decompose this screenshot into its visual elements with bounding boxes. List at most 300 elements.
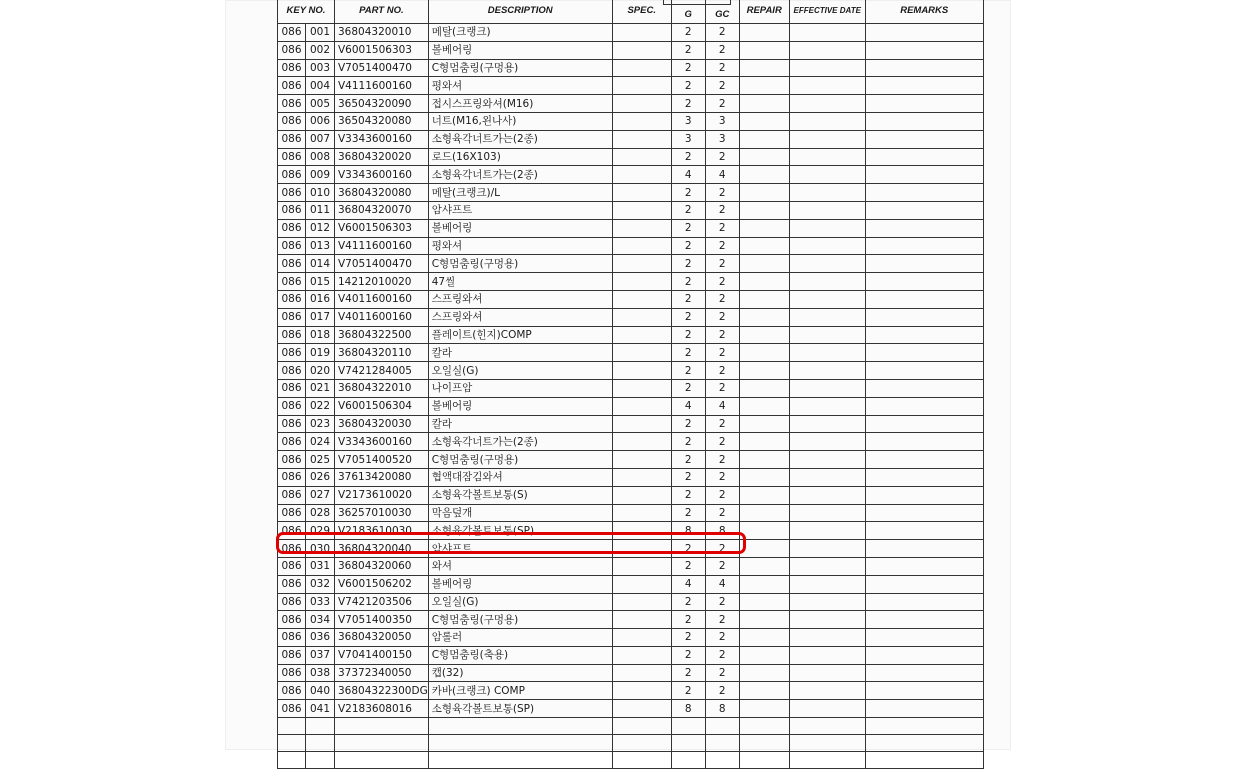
effective-date-cell (789, 24, 865, 42)
key-number-cell: 023 (306, 415, 335, 433)
table-row (278, 308, 984, 326)
description-cell: 메탈(크랭크) (428, 24, 612, 42)
key-prefix-cell: 086 (278, 593, 306, 611)
part-number-cell: 36504320090 (335, 95, 429, 113)
spec-cell (612, 682, 671, 700)
gc-qty-cell: 2 (705, 59, 739, 77)
empty-cell (789, 752, 865, 769)
g-qty-cell: 2 (671, 77, 705, 95)
remarks-cell (865, 308, 983, 326)
repair-cell (739, 433, 789, 451)
spec-cell (612, 344, 671, 362)
key-prefix-cell: 086 (278, 166, 306, 184)
repair-cell (739, 148, 789, 166)
part-number-cell: V2183610030 (335, 522, 429, 540)
key-prefix-cell: 086 (278, 504, 306, 522)
empty-cell (428, 718, 612, 735)
remarks-cell (865, 219, 983, 237)
empty-cell (335, 752, 429, 769)
description-cell: 47씰 (428, 273, 612, 291)
repair-cell (739, 682, 789, 700)
key-prefix-cell: 086 (278, 700, 306, 718)
key-prefix-cell: 086 (278, 575, 306, 593)
spec-cell (612, 468, 671, 486)
g-qty-cell: 2 (671, 540, 705, 558)
key-prefix-cell: 086 (278, 433, 306, 451)
parts-table-body (278, 24, 984, 769)
effective-date-cell (789, 504, 865, 522)
table-row (278, 468, 984, 486)
effective-date-cell (789, 700, 865, 718)
repair-cell (739, 184, 789, 202)
g-qty-cell: 2 (671, 433, 705, 451)
blank-row (278, 735, 984, 752)
description-cell: 볼베어링 (428, 397, 612, 415)
table-row (278, 24, 984, 42)
gc-qty-cell: 2 (705, 593, 739, 611)
empty-cell (865, 718, 983, 735)
spec-cell (612, 148, 671, 166)
g-qty-cell: 2 (671, 664, 705, 682)
table-row (278, 362, 984, 380)
table-row (278, 557, 984, 575)
remarks-cell (865, 59, 983, 77)
gc-qty-cell: 2 (705, 308, 739, 326)
g-qty-cell: 2 (671, 629, 705, 647)
effective-date-cell (789, 397, 865, 415)
g-qty-cell: 2 (671, 486, 705, 504)
effective-date-cell (789, 522, 865, 540)
g-qty-cell: 3 (671, 130, 705, 148)
key-number-cell: 014 (306, 255, 335, 273)
gc-qty-cell: 2 (705, 219, 739, 237)
key-prefix-cell: 086 (278, 201, 306, 219)
remarks-cell (865, 184, 983, 202)
repair-cell (739, 95, 789, 113)
spec-cell (612, 77, 671, 95)
gc-qty-cell: 2 (705, 148, 739, 166)
key-number-cell: 041 (306, 700, 335, 718)
repair-cell (739, 255, 789, 273)
table-row (278, 184, 984, 202)
description-cell: C형멈춤링(구멍용) (428, 255, 612, 273)
spec-cell (612, 255, 671, 273)
gc-qty-cell: 2 (705, 540, 739, 558)
part-number-cell: V6001506303 (335, 41, 429, 59)
empty-cell (671, 718, 705, 735)
empty-cell (278, 735, 306, 752)
key-prefix-cell: 086 (278, 237, 306, 255)
part-number-cell: V4111600160 (335, 77, 429, 95)
empty-cell (865, 752, 983, 769)
part-number-cell: V7051400470 (335, 59, 429, 77)
spec-cell (612, 112, 671, 130)
g-qty-cell: 2 (671, 41, 705, 59)
repair-cell (739, 397, 789, 415)
gc-qty-cell: 2 (705, 451, 739, 469)
key-number-cell: 012 (306, 219, 335, 237)
spec-cell (612, 433, 671, 451)
description-cell: 칼라 (428, 344, 612, 362)
repair-cell (739, 504, 789, 522)
repair-cell (739, 290, 789, 308)
spec-cell (612, 273, 671, 291)
gc-qty-cell: 8 (705, 700, 739, 718)
g-qty-cell: 2 (671, 184, 705, 202)
table-row (278, 290, 984, 308)
g-qty-cell: 4 (671, 166, 705, 184)
key-number-cell: 037 (306, 646, 335, 664)
repair-cell (739, 540, 789, 558)
effective-date-cell (789, 95, 865, 113)
g-qty-cell: 2 (671, 326, 705, 344)
description-cell: 막음덮개 (428, 504, 612, 522)
remarks-cell (865, 237, 983, 255)
header-remarks: REMARKS (865, 0, 983, 24)
key-prefix-cell: 086 (278, 522, 306, 540)
key-number-cell: 034 (306, 611, 335, 629)
description-cell: 로드(16X103) (428, 148, 612, 166)
key-number-cell: 030 (306, 540, 335, 558)
description-cell: 평와셔 (428, 237, 612, 255)
header-part-no: PART NO. (335, 0, 429, 24)
remarks-cell (865, 522, 983, 540)
remarks-cell (865, 379, 983, 397)
effective-date-cell (789, 237, 865, 255)
key-prefix-cell: 086 (278, 397, 306, 415)
spec-cell (612, 237, 671, 255)
repair-cell (739, 201, 789, 219)
empty-cell (705, 735, 739, 752)
remarks-cell (865, 397, 983, 415)
key-prefix-cell: 086 (278, 379, 306, 397)
spec-cell (612, 326, 671, 344)
g-gc-group-header (663, 0, 731, 5)
key-number-cell: 002 (306, 41, 335, 59)
part-number-cell: 36804320010 (335, 24, 429, 42)
key-number-cell: 027 (306, 486, 335, 504)
spec-cell (612, 664, 671, 682)
description-cell: 캡(32) (428, 664, 612, 682)
part-number-cell: 36804322300DG (335, 682, 429, 700)
remarks-cell (865, 468, 983, 486)
table-row (278, 575, 984, 593)
empty-cell (705, 752, 739, 769)
table-row (278, 451, 984, 469)
key-number-cell: 026 (306, 468, 335, 486)
empty-cell (612, 735, 671, 752)
spec-cell (612, 184, 671, 202)
remarks-cell (865, 344, 983, 362)
repair-cell (739, 362, 789, 380)
repair-cell (739, 415, 789, 433)
gc-qty-cell: 2 (705, 611, 739, 629)
repair-cell (739, 379, 789, 397)
effective-date-cell (789, 273, 865, 291)
g-qty-cell: 2 (671, 451, 705, 469)
repair-cell (739, 700, 789, 718)
empty-cell (306, 735, 335, 752)
description-cell: 소형육각볼트보통(SP) (428, 522, 612, 540)
part-number-cell: 37613420080 (335, 468, 429, 486)
key-prefix-cell: 086 (278, 540, 306, 558)
remarks-cell (865, 41, 983, 59)
remarks-cell (865, 540, 983, 558)
gc-qty-cell: 2 (705, 95, 739, 113)
header-description: DESCRIPTION (428, 0, 612, 24)
gc-qty-cell: 2 (705, 255, 739, 273)
key-prefix-cell: 086 (278, 557, 306, 575)
description-cell: 카바(크랭크) COMP (428, 682, 612, 700)
repair-cell (739, 575, 789, 593)
part-number-cell: V3343600160 (335, 130, 429, 148)
repair-cell (739, 664, 789, 682)
remarks-cell (865, 557, 983, 575)
effective-date-cell (789, 451, 865, 469)
empty-cell (789, 718, 865, 735)
key-prefix-cell: 086 (278, 415, 306, 433)
effective-date-cell (789, 575, 865, 593)
effective-date-cell (789, 362, 865, 380)
empty-cell (739, 718, 789, 735)
repair-cell (739, 522, 789, 540)
effective-date-cell (789, 166, 865, 184)
table-row (278, 201, 984, 219)
key-number-cell: 011 (306, 201, 335, 219)
part-number-cell: 14212010020 (335, 273, 429, 291)
effective-date-cell (789, 255, 865, 273)
remarks-cell (865, 682, 983, 700)
key-number-cell: 028 (306, 504, 335, 522)
g-qty-cell: 2 (671, 611, 705, 629)
effective-date-cell (789, 646, 865, 664)
empty-cell (278, 752, 306, 769)
remarks-cell (865, 130, 983, 148)
highlight-annotation (276, 532, 746, 554)
repair-cell (739, 468, 789, 486)
repair-cell (739, 166, 789, 184)
gc-qty-cell: 2 (705, 486, 739, 504)
gc-qty-cell: 2 (705, 237, 739, 255)
repair-cell (739, 308, 789, 326)
effective-date-cell (789, 148, 865, 166)
spec-cell (612, 201, 671, 219)
table-row (278, 148, 984, 166)
key-prefix-cell: 086 (278, 451, 306, 469)
gc-qty-cell: 2 (705, 41, 739, 59)
description-cell: 소형육각볼트보통(S) (428, 486, 612, 504)
part-number-cell: V3343600160 (335, 166, 429, 184)
table-row (278, 112, 984, 130)
gc-qty-cell: 2 (705, 646, 739, 664)
key-number-cell: 005 (306, 95, 335, 113)
g-qty-cell: 2 (671, 379, 705, 397)
description-cell: 스프링와셔 (428, 290, 612, 308)
repair-cell (739, 41, 789, 59)
key-prefix-cell: 086 (278, 255, 306, 273)
empty-cell (428, 735, 612, 752)
spec-cell (612, 41, 671, 59)
remarks-cell (865, 166, 983, 184)
table-row (278, 504, 984, 522)
remarks-cell (865, 575, 983, 593)
effective-date-cell (789, 77, 865, 95)
gc-qty-cell: 2 (705, 664, 739, 682)
key-number-cell: 010 (306, 184, 335, 202)
remarks-cell (865, 433, 983, 451)
remarks-cell (865, 273, 983, 291)
effective-date-cell (789, 593, 865, 611)
key-prefix-cell: 086 (278, 629, 306, 647)
key-number-cell: 033 (306, 593, 335, 611)
header-g: G (671, 0, 705, 24)
description-cell: 소형육각너트가는(2종) (428, 166, 612, 184)
effective-date-cell (789, 664, 865, 682)
remarks-cell (865, 664, 983, 682)
gc-qty-cell: 2 (705, 77, 739, 95)
remarks-cell (865, 95, 983, 113)
header-repair: REPAIR (739, 0, 789, 24)
key-number-cell: 025 (306, 451, 335, 469)
gc-qty-cell: 2 (705, 415, 739, 433)
effective-date-cell (789, 41, 865, 59)
repair-cell (739, 629, 789, 647)
repair-cell (739, 130, 789, 148)
effective-date-cell (789, 629, 865, 647)
effective-date-cell (789, 326, 865, 344)
spec-cell (612, 486, 671, 504)
spec-cell (612, 593, 671, 611)
g-qty-cell: 2 (671, 148, 705, 166)
key-number-cell: 036 (306, 629, 335, 647)
part-number-cell: V6001506202 (335, 575, 429, 593)
part-number-cell: V3343600160 (335, 433, 429, 451)
key-number-cell: 021 (306, 379, 335, 397)
part-number-cell: 36804320070 (335, 201, 429, 219)
table-row (278, 379, 984, 397)
remarks-cell (865, 290, 983, 308)
key-number-cell: 022 (306, 397, 335, 415)
part-number-cell: V4011600160 (335, 290, 429, 308)
spec-cell (612, 59, 671, 77)
part-number-cell: 36804320030 (335, 415, 429, 433)
empty-cell (612, 718, 671, 735)
gc-qty-cell: 4 (705, 166, 739, 184)
table-row (278, 397, 984, 415)
description-cell: 볼베어링 (428, 575, 612, 593)
table-row (278, 95, 984, 113)
spec-cell (612, 130, 671, 148)
g-qty-cell: 3 (671, 112, 705, 130)
table-row (278, 682, 984, 700)
description-cell: 암샤프트 (428, 201, 612, 219)
key-prefix-cell: 086 (278, 308, 306, 326)
g-qty-cell: 2 (671, 362, 705, 380)
table-row (278, 326, 984, 344)
g-qty-cell: 2 (671, 273, 705, 291)
description-cell: 메탈(크랭크)/L (428, 184, 612, 202)
spec-cell (612, 166, 671, 184)
repair-cell (739, 219, 789, 237)
repair-cell (739, 273, 789, 291)
repair-cell (739, 451, 789, 469)
repair-cell (739, 344, 789, 362)
repair-cell (739, 237, 789, 255)
remarks-cell (865, 629, 983, 647)
gc-qty-cell: 4 (705, 397, 739, 415)
spec-cell (612, 219, 671, 237)
g-qty-cell: 4 (671, 575, 705, 593)
gc-qty-cell: 2 (705, 433, 739, 451)
key-number-cell: 029 (306, 522, 335, 540)
repair-cell (739, 557, 789, 575)
empty-cell (671, 735, 705, 752)
remarks-cell (865, 112, 983, 130)
description-cell: 소형육각볼트보통(SP) (428, 700, 612, 718)
repair-cell (739, 646, 789, 664)
description-cell: 암샤프트 (428, 540, 612, 558)
g-qty-cell: 2 (671, 201, 705, 219)
header-spec: SPEC. (612, 0, 671, 24)
effective-date-cell (789, 540, 865, 558)
g-qty-cell: 2 (671, 468, 705, 486)
part-number-cell: 36804320020 (335, 148, 429, 166)
description-cell: C형멈춤링(구멍용) (428, 451, 612, 469)
description-cell: 칼라 (428, 415, 612, 433)
key-prefix-cell: 086 (278, 41, 306, 59)
key-number-cell: 020 (306, 362, 335, 380)
part-number-cell: 37372340050 (335, 664, 429, 682)
key-number-cell: 031 (306, 557, 335, 575)
key-number-cell: 006 (306, 112, 335, 130)
effective-date-cell (789, 415, 865, 433)
spec-cell (612, 451, 671, 469)
key-prefix-cell: 086 (278, 59, 306, 77)
key-prefix-cell: 086 (278, 486, 306, 504)
part-number-cell: 36804322010 (335, 379, 429, 397)
part-number-cell: V7051400470 (335, 255, 429, 273)
g-qty-cell: 2 (671, 59, 705, 77)
gc-qty-cell: 3 (705, 130, 739, 148)
g-qty-cell: 2 (671, 344, 705, 362)
remarks-cell (865, 24, 983, 42)
description-cell: 접시스프링와셔(M16) (428, 95, 612, 113)
description-cell: 볼베어링 (428, 41, 612, 59)
spec-cell (612, 557, 671, 575)
repair-cell (739, 59, 789, 77)
empty-cell (306, 752, 335, 769)
effective-date-cell (789, 130, 865, 148)
g-qty-cell: 4 (671, 397, 705, 415)
g-qty-cell: 2 (671, 95, 705, 113)
key-prefix-cell: 086 (278, 219, 306, 237)
effective-date-cell (789, 290, 865, 308)
effective-date-cell (789, 486, 865, 504)
repair-cell (739, 486, 789, 504)
key-number-cell: 019 (306, 344, 335, 362)
parts-table (277, 0, 984, 769)
spec-cell (612, 24, 671, 42)
effective-date-cell (789, 344, 865, 362)
part-number-cell: 36804320110 (335, 344, 429, 362)
empty-cell (306, 718, 335, 735)
empty-cell (671, 752, 705, 769)
table-row (278, 415, 984, 433)
part-number-cell: 36804320040 (335, 540, 429, 558)
key-prefix-cell: 086 (278, 611, 306, 629)
blank-row (278, 718, 984, 735)
key-prefix-cell: 086 (278, 112, 306, 130)
